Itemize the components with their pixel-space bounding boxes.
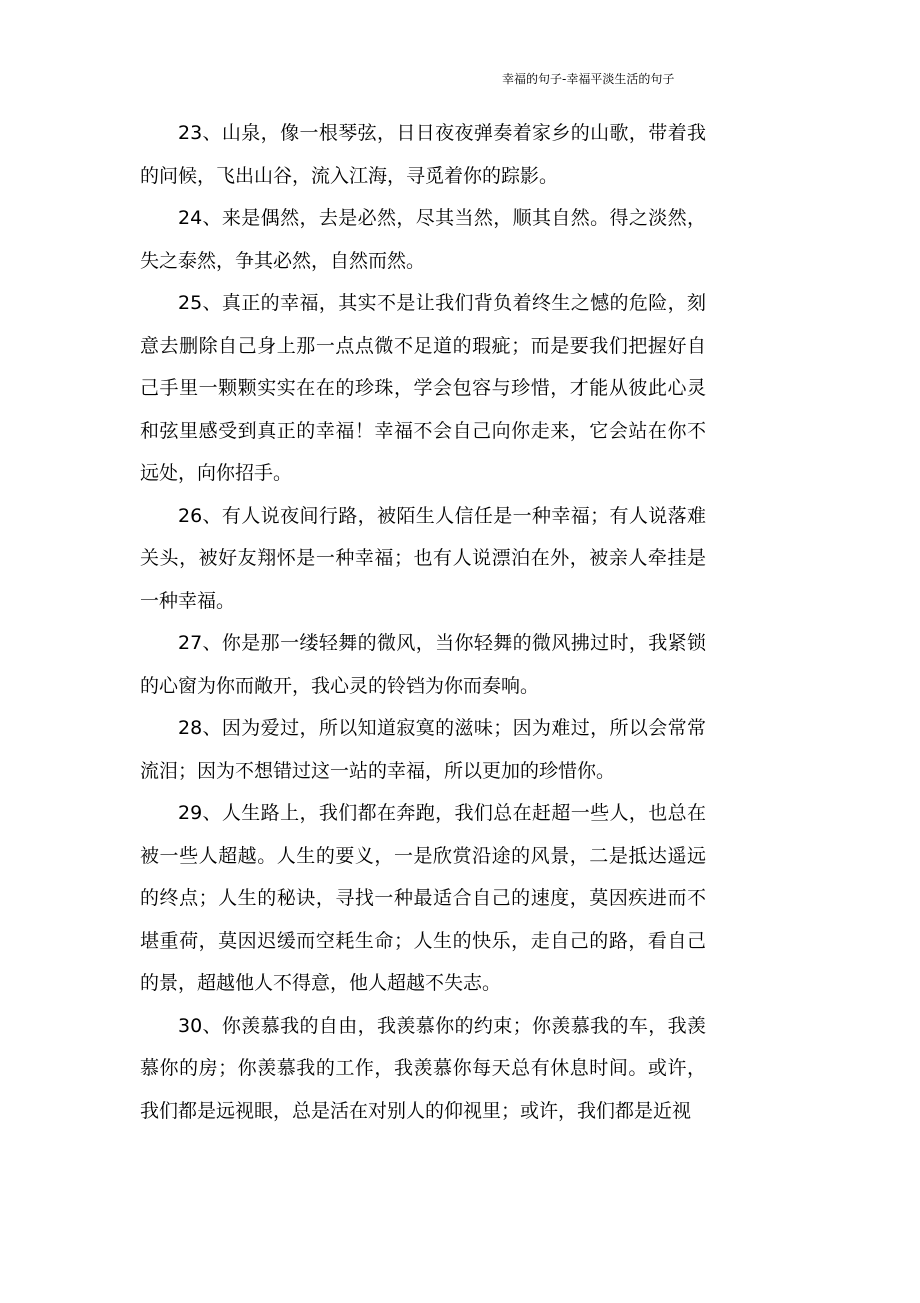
paragraph-27: 27、你是那一缕轻舞的微风，当你轻舞的微风拂过时，我紧锁的心窗为你而敞开，我心灵的铃铛为你而奏响。 [140, 632, 706, 697]
paragraph-28: 28、因为爱过，所以知道寂寞的滋味；因为难过，所以会常常流泪；因为不想错过这一站的幸福，所以更加的珍惜你。 [140, 717, 706, 782]
paragraph-25: 25、真正的幸福，其实不是让我们背负着终生之憾的危险，刻意去删除自己身上那一点点微不足道的瑕疵；而是要我们把握好自己手里一颗颗实实在在的珍珠，学会包容与珍惜，才能从彼此心灵和弦里感受到真正的幸福！幸福不会自己向你走来，它会站在你不远处，向你招手。 [140, 292, 706, 484]
paragraph-24: 24、来是偶然，去是必然，尽其当然，顺其自然。得之淡然，失之泰然，争其必然，自然而然。 [140, 207, 706, 272]
paragraph-30: 30、你羡慕我的自由，我羡慕你的约束；你羡慕我的车，我羡慕你的房；你羡慕我的工作，我羡慕你每天总有休息时间。或许，我们都是远视眼，总是活在对别人的仰视里；或许，我们都是近视 [140, 1014, 706, 1122]
paragraph-26: 26、有人说夜间行路，被陌生人信任是一种幸福；有人说落难关头，被好友翔怀是一种幸福；也有人说漂泊在外，被亲人牵挂是一种幸福。 [140, 504, 706, 612]
body-text [140, 112, 706, 1132]
paragraph-29: 29、人生路上，我们都在奔跑，我们总在赶超一些人，也总在被一些人超越。人生的要义，一是欣赏沿途的风景，二是抵达遥远的终点；人生的秘诀，寻找一种最适合自己的速度，莫因疾进而不堪重荷，莫因迟缓而空耗生命；人生的快乐，走自己的路，看自己的景，超越他人不得意，他人超越不失志。 [140, 802, 706, 994]
paragraph-23: 23、山泉，像一根琴弦，日日夜夜弹奏着家乡的山歌，带着我的问候，飞出山谷，流入江海，寻觅着你的踪影。 [140, 122, 706, 187]
running-header: 幸福的句子-幸福平淡生活的句子 [502, 72, 675, 86]
